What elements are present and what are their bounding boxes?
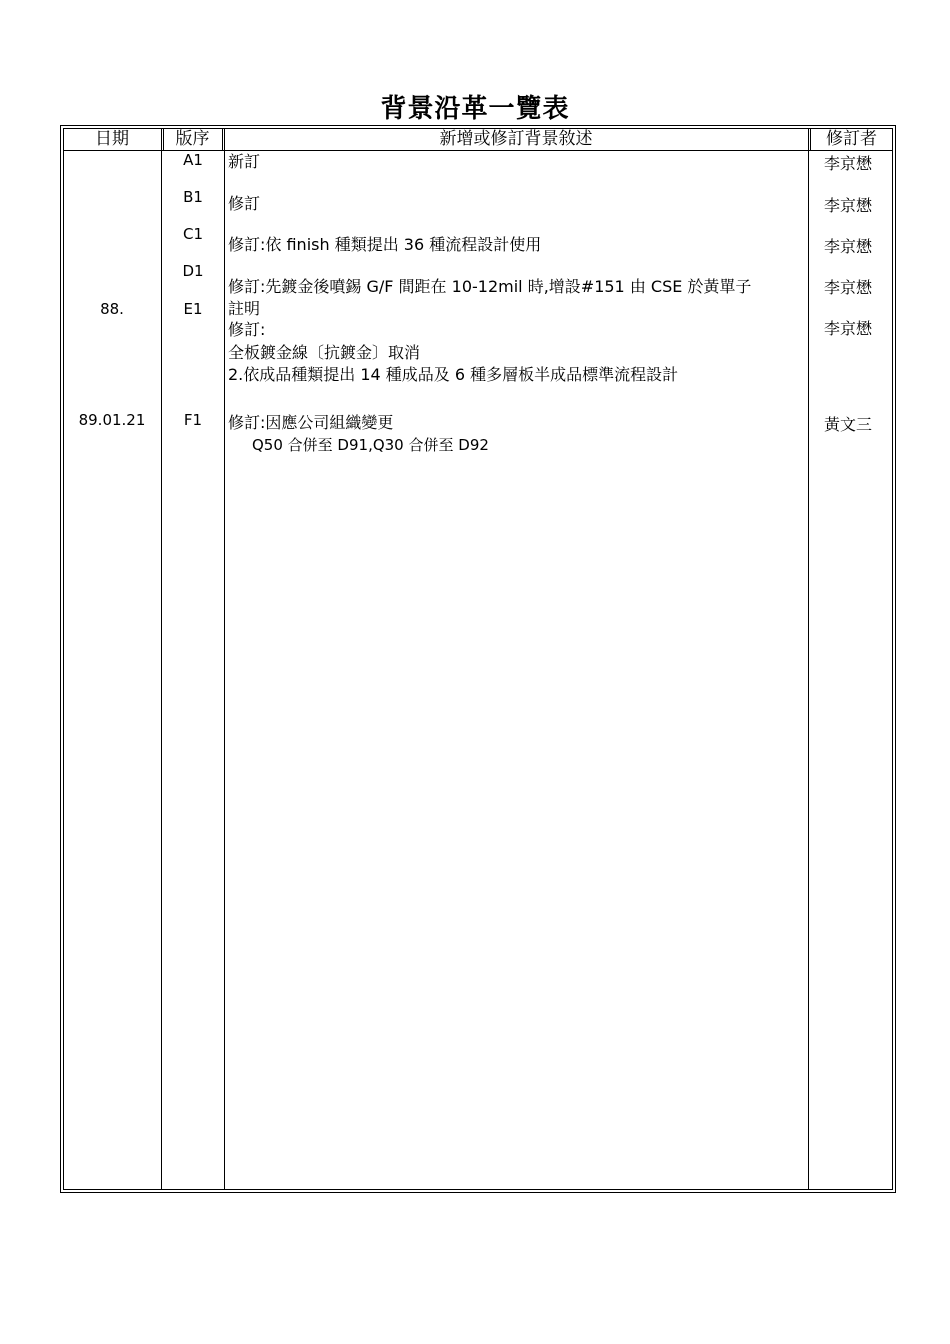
desc-b1: 修訂 (228, 194, 261, 213)
reviser-a1: 李京懋 (824, 154, 873, 173)
col-divider-date (161, 128, 162, 1190)
header-description: 新增或修訂背景敘述 (439, 129, 593, 149)
version-b1: B1 (183, 188, 203, 206)
page-title: 背景沿革一覽表 (380, 94, 570, 124)
desc-d1-line2: 註明 (228, 299, 261, 318)
version-a1: A1 (183, 151, 203, 169)
date-88: 88. (100, 300, 124, 318)
reviser-c1: 李京懋 (824, 237, 873, 256)
desc-e1-line3: 2.依成品種類提出 14 種成品及 6 種多層板半成品標準流程設計 (228, 365, 679, 384)
desc-a1: 新訂 (228, 152, 261, 171)
date-89-01-21: 89.01.21 (78, 411, 146, 429)
header-reviser: 修訂者 (826, 129, 877, 149)
reviser-f1: 黃文三 (824, 415, 873, 434)
version-c1: C1 (182, 225, 204, 243)
desc-f1-line2: Q50 合併至 D91,Q30 合併至 D92 (252, 436, 489, 454)
desc-e1-line2: 全板鍍金線〔抗鍍金〕取消 (228, 343, 421, 362)
version-f1: F1 (183, 411, 203, 429)
header-version: 版序 (175, 129, 210, 149)
col-divider-version-double (222, 128, 223, 150)
desc-e1-line1: 修訂: (228, 320, 266, 339)
version-d1: D1 (182, 262, 204, 280)
col-divider-version (224, 128, 225, 1190)
version-e1: E1 (183, 300, 203, 318)
reviser-d1: 李京懋 (824, 278, 873, 297)
col-divider-description (808, 128, 809, 1190)
desc-f1-line1: 修訂:因應公司組織變更 (228, 413, 394, 432)
header-date: 日期 (95, 129, 129, 149)
desc-c1: 修訂:依 finish 種類提出 36 種流程設計使用 (228, 235, 542, 254)
desc-d1-line1: 修訂:先鍍金後噴錫 G/F 間距在 10-12mil 時,增設#151 由 CSE 於黃單子 (228, 277, 752, 296)
reviser-e1: 李京懋 (824, 319, 873, 338)
reviser-b1: 李京懋 (824, 196, 873, 215)
